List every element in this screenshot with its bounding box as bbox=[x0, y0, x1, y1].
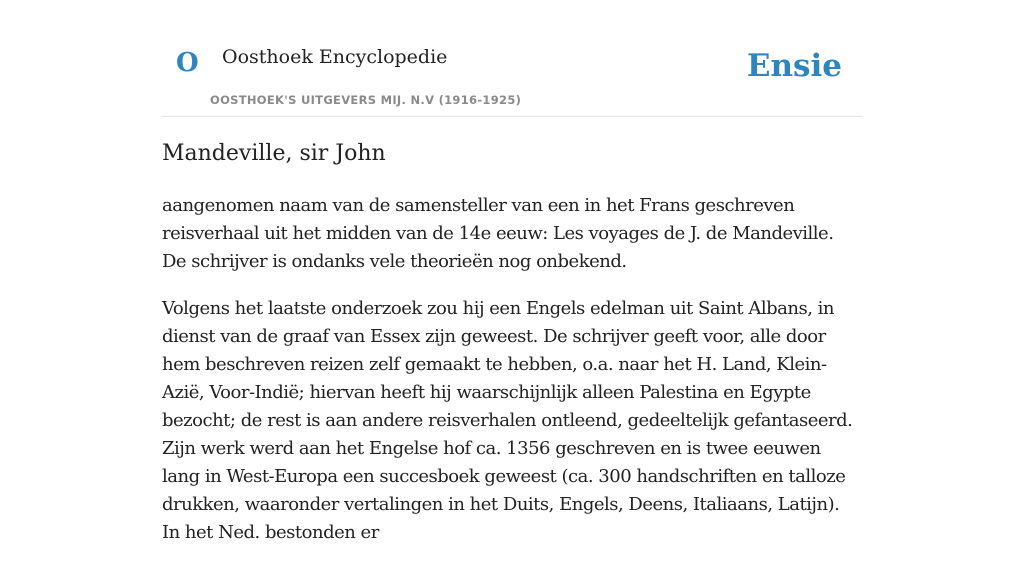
publisher-subtitle: OOSTHOEK'S UITGEVERS MIJ. N.V (1916-1925) bbox=[210, 93, 522, 107]
article-title: Mandeville, sir John bbox=[162, 141, 386, 166]
ensie-logo[interactable]: Ensie bbox=[746, 48, 842, 84]
article-paragraph: Volgens het laatste onderzoek zou hij een Engels edelman uit Saint Albans, in dienst van de graaf van Essex zijn geweest. De schrijver geeft voor, alle door hem beschreven reizen zelf gemaakt te hebben, o.a. naar het H. Land, Klein-Azië, Voor-Indië; hiervan heeft hij waarschijnlijk alleen Palestina en Egypte bezocht; de rest is aan andere reisverhalen ontleend, gedeeltelijk gefantaseerd. Zijn werk werd aan het Engelse hof ca. 1356 geschreven en is twee eeuwen lang in West-Europa een succesboek geweest (ca. 300 handschriften en talloze drukken, waaronder vertalingen in het Duits, Engels, Deens, Italiaans, Latijn). In het Ned. bestonden er bbox=[162, 298, 853, 543]
article-body bbox=[162, 192, 862, 547]
site-header bbox=[162, 0, 862, 117]
oosthoek-logo-icon[interactable]: O bbox=[176, 48, 199, 78]
article-paragraph: aangenomen naam van de samensteller van een in het Frans geschreven reisverhaal uit het midden van de 14e eeuw: Les voyages de J. de Mandeville. De schrijver is ondanks vele theorieën nog onbekend. bbox=[162, 195, 834, 272]
encyclopedia-title[interactable]: Oosthoek Encyclopedie bbox=[222, 46, 448, 68]
article bbox=[162, 138, 862, 566]
